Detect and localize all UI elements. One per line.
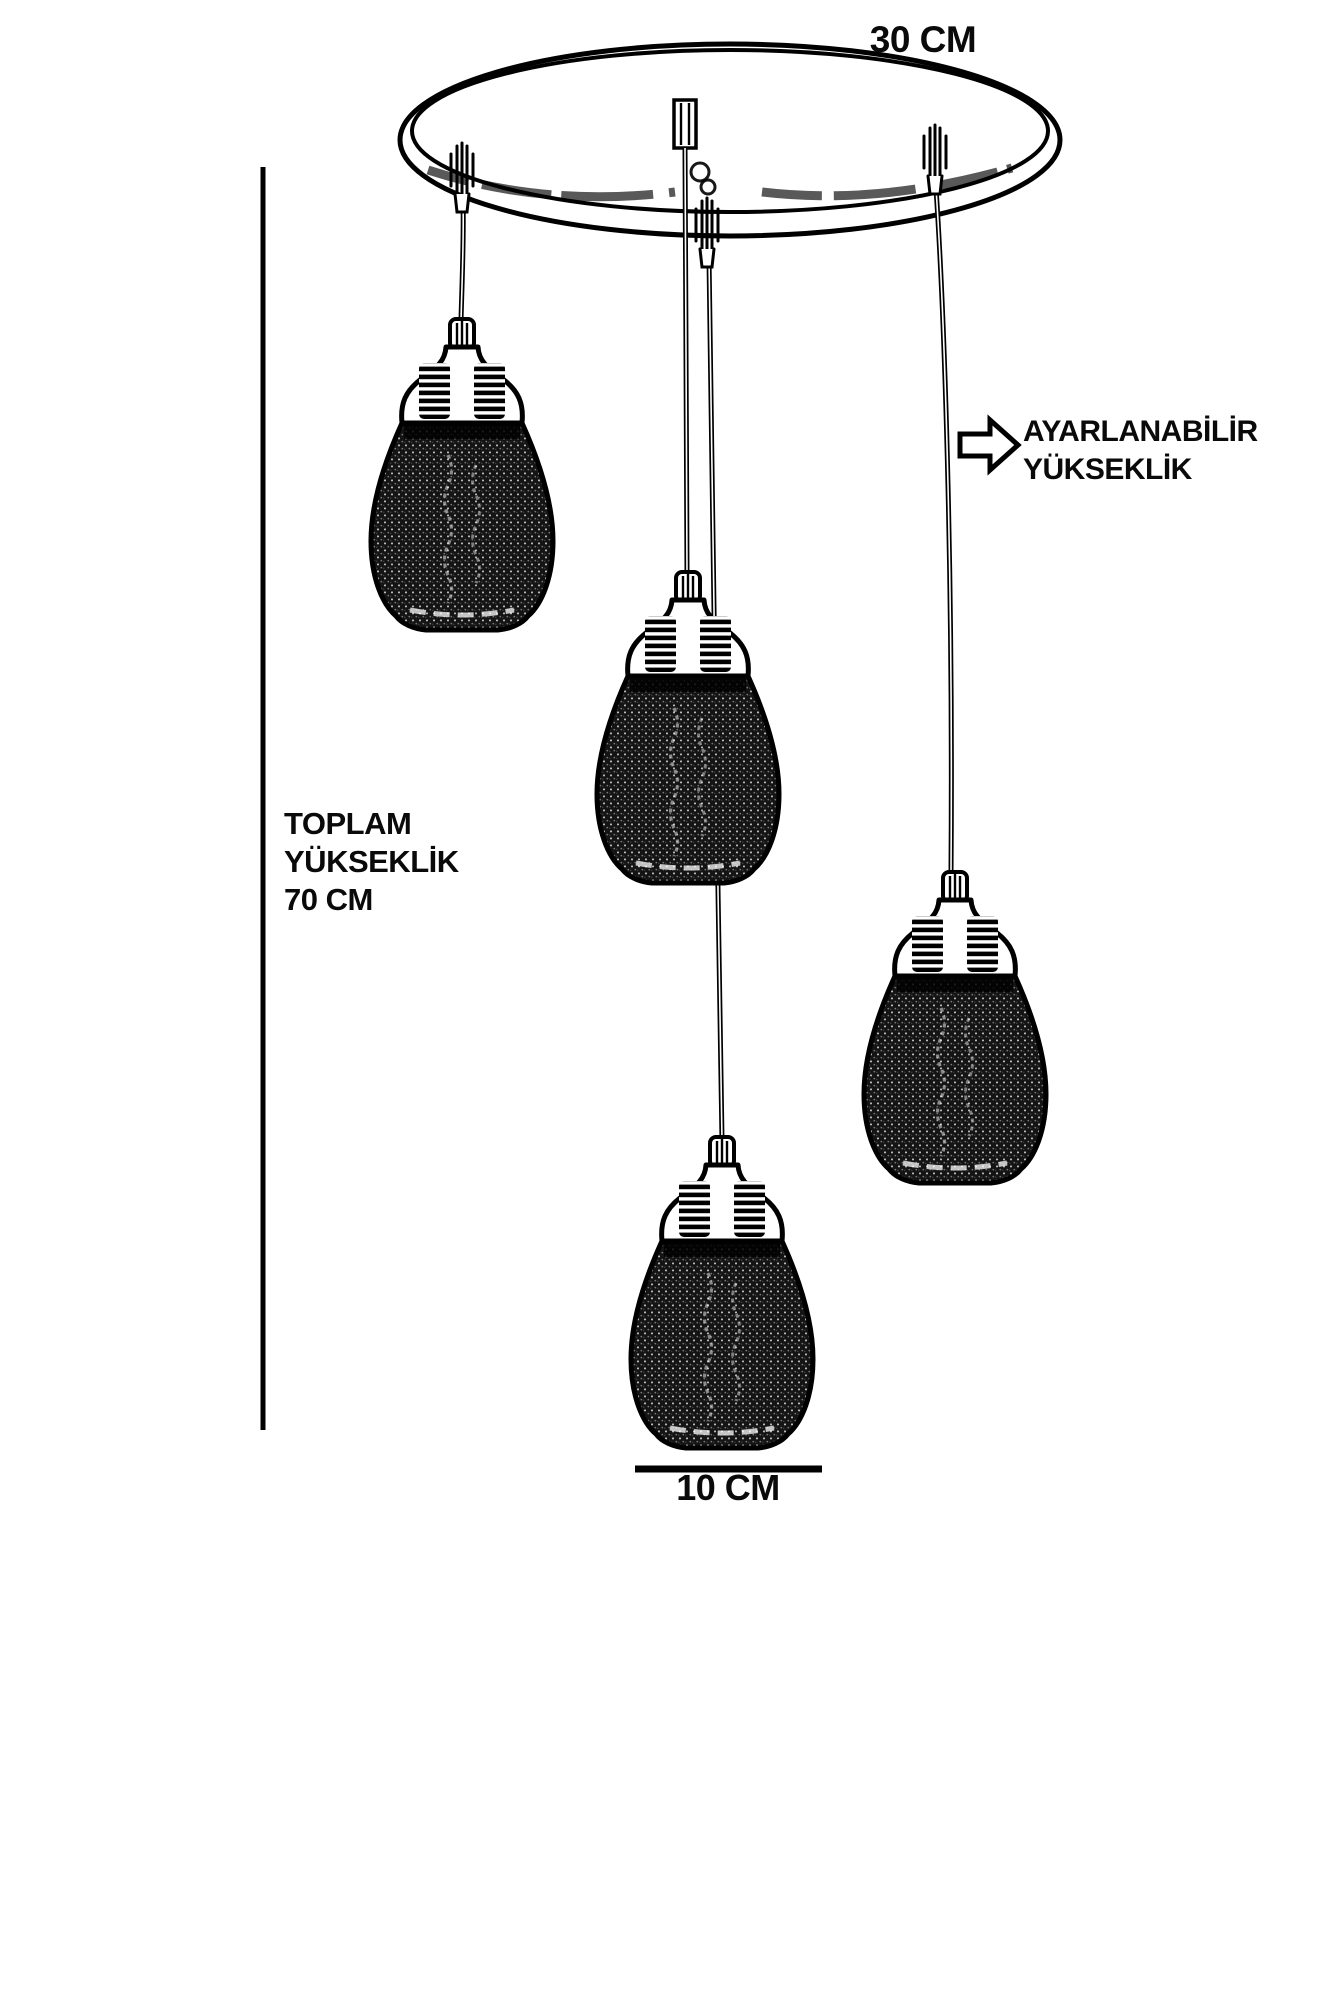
adjustable-height-label-line-1: AYARLANABİLİR <box>1023 415 1258 448</box>
canopy-diameter-label: 30 CM <box>869 19 977 60</box>
total-height-label-line-1: TOPLAM <box>284 806 412 841</box>
shade-diameter-label: 10 CM <box>676 1467 780 1508</box>
total-height-label-line-2: YÜKSEKLİK <box>284 844 459 879</box>
pendant-cord-left <box>461 200 463 321</box>
ceiling-canopy <box>400 44 1060 236</box>
pendant-cord-middle <box>685 148 687 573</box>
total-height-label-line-3: 70 CM <box>284 882 373 917</box>
adjustable-height-label-line-2: YÜKSEKLİK <box>1023 453 1192 486</box>
